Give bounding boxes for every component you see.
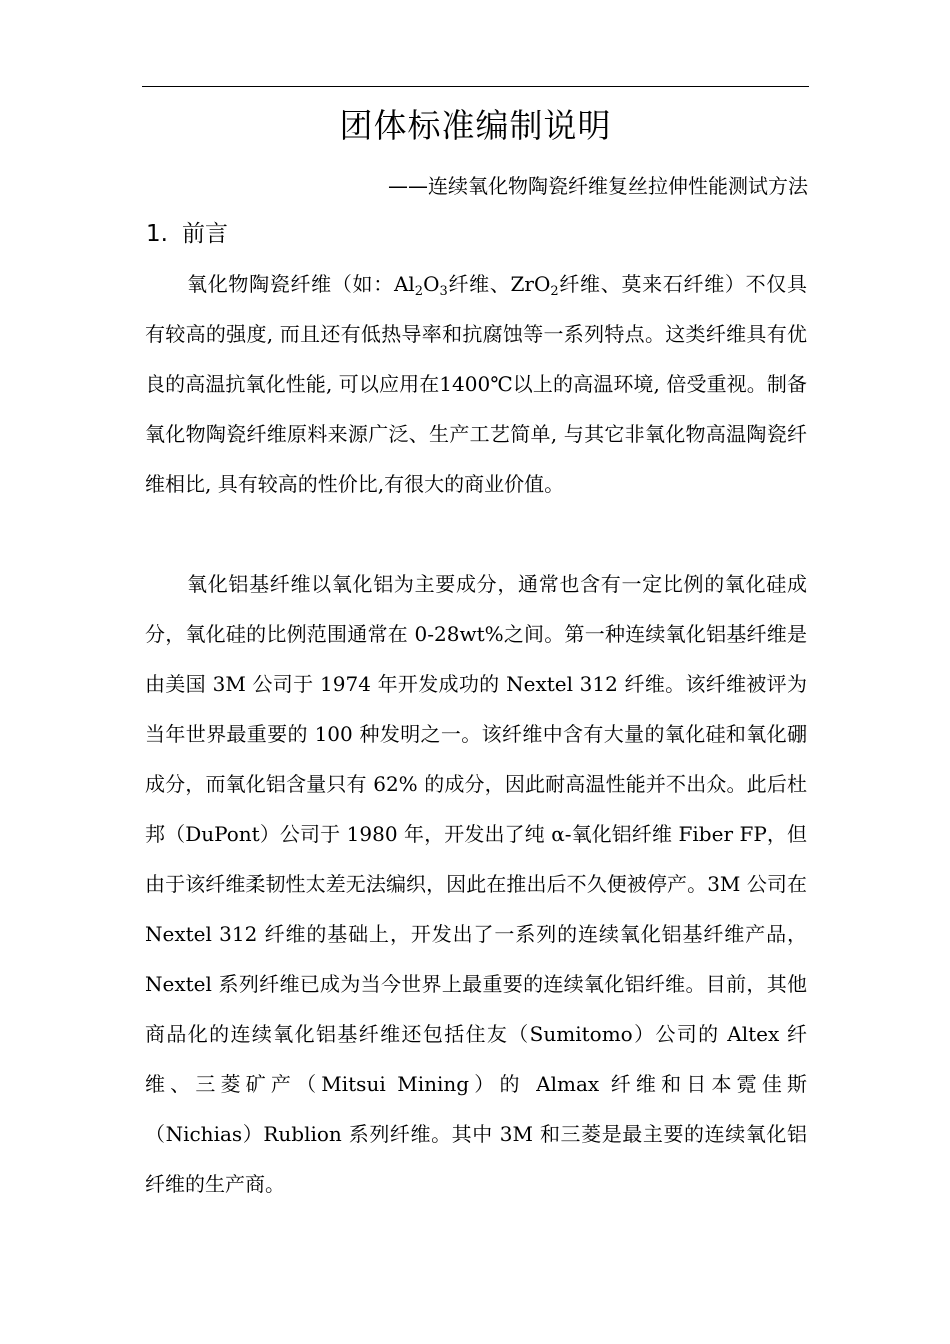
- subscript: 2: [550, 284, 559, 299]
- paragraph-text: 氧化物陶瓷纤维（如：Al: [187, 272, 415, 296]
- section-number: 1.: [146, 221, 168, 247]
- header-rule: [142, 86, 809, 87]
- paragraph-text: O: [423, 272, 440, 296]
- subscript: 3: [439, 284, 448, 299]
- document-subtitle: ——连续氧化物陶瓷纤维复丝拉伸性能测试方法: [388, 174, 808, 198]
- paragraph-text: 纤维、ZrO: [447, 272, 551, 296]
- subscript: 2: [414, 284, 424, 299]
- paragraph-text: 纤维、莫来石纤维）不仅具有较高的强度, 而且还有低热导率和抗腐蚀等一系列特点。这类纤维具有优良的高温抗氧化性能, 可以应用在1400℃以上的高温环境, 倍受重视。制备氧化物陶瓷纤维原料来源广泛、生产工艺简单, 与其它非氧化物高温陶瓷纤维相比, 具有较高的性价比,有很大的商业价值。: [145, 272, 808, 496]
- document-title: 团体标准编制说明: [339, 106, 612, 145]
- section-heading: [146, 217, 806, 251]
- paragraph-alumina: 氧化铝基纤维以氧化铝为主要成分，通常也含有一定比例的氧化硅成分，氧化硅的比例范围通常在 0-28wt%之间。第一种连续氧化铝基纤维是由美国 3M 公司于 1974 年开发成功的 Nextel 312 纤维。该纤维被评为当年世界最重要的 100 种发明之一。该纤维中含有大量的氧化硅和氧化硼成分，而氧化铝含量只有 62% 的成分，因此耐高温性能并不出众。此后杜邦（DuPont）公司于 1980 年，开发出了纯 α-氧化铝纤维 Fiber FP，但由于该纤维柔韧性太差无法编织，因此在推出后不久便被停产。3M 公司在 Nextel 312 纤维的基础上，开发出了一系列的连续氧化铝基纤维产品，Nextel 系列纤维已成为当今世界上最重要的连续氧化铝纤维。目前，其他商品化的连续氧化铝基纤维还包括住友（Sumitomo）公司的 Altex 纤维、三菱矿产（Mitsui Mining）的 Almax 纤维和日本霓佳斯（Nichias）Rublion 系列纤维。其中 3M 和三菱是最主要的连续氧化铝纤维的生产商。: [145, 572, 807, 1196]
- section-title: 前言: [181, 221, 228, 247]
- paragraph-intro: [145, 259, 807, 509]
